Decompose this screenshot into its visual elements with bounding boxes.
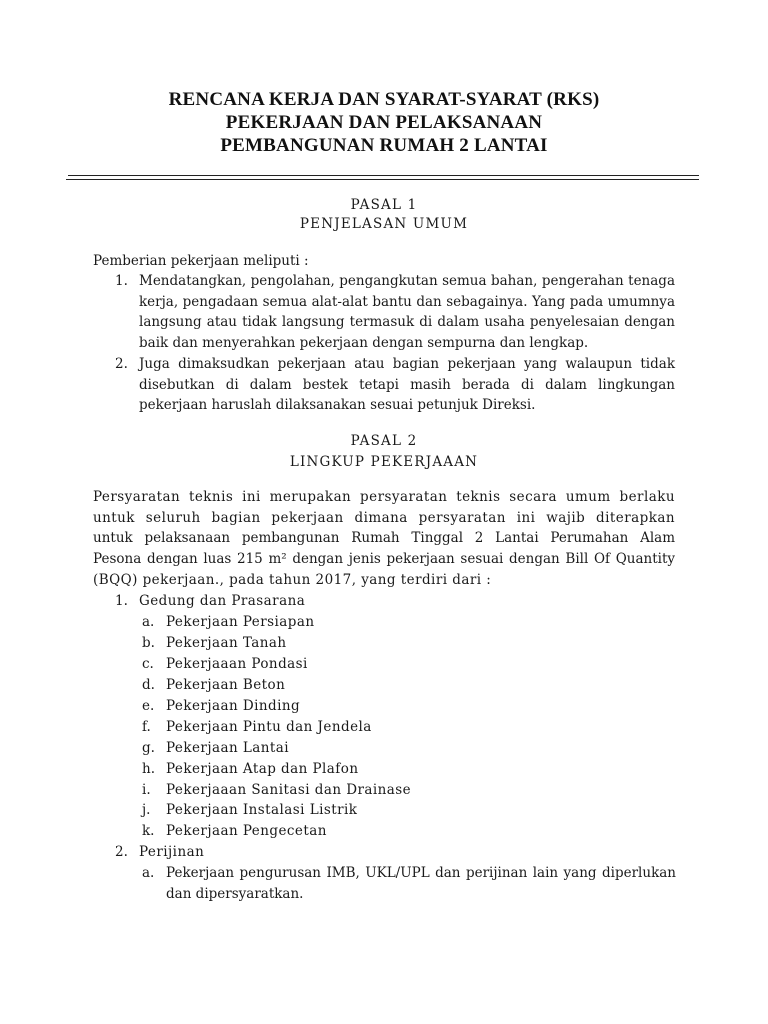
pasal-1-item-2-line-1: Juga dimaksudkan pekerjaan atau bagian pekerjaan yang walaupun tidak xyxy=(139,356,675,372)
pasal-2-intro-line-4: Pesona dengan luas 215 m² dengan jenis pekerjaan sesuai dengan Bill Of Quantity xyxy=(93,551,675,567)
pasal-1-item-2-number: 2. xyxy=(115,356,128,372)
pasal-2-heading: PASAL 2 xyxy=(350,433,418,449)
subitem-text-continuation: dan dipersyaratkan. xyxy=(166,886,304,902)
subitem-letter: i. xyxy=(142,782,151,798)
pasal-2-subheading: LINGKUP PEKERJAAAN xyxy=(289,454,479,470)
pasal-1-item-2-line-3: pekerjaan haruslah dilaksanakan sesuai petunjuk Direksi. xyxy=(139,397,536,413)
title-divider-bottom xyxy=(66,179,699,180)
pasal-2-intro-line-3: untuk pelaksanaan pembangunan Rumah Tinggal 2 Lantai Perumahan Alam xyxy=(93,530,675,546)
subitem-letter: d. xyxy=(142,677,155,693)
pasal-1-item-1-line-1: Mendatangkan, pengolahan, pengangkutan semua bahan, pengerahan tenaga xyxy=(139,273,675,289)
subitem-letter: g. xyxy=(142,740,155,756)
subitem-letter: e. xyxy=(142,698,155,714)
subitem-text: Pekerjaaan Pondasi xyxy=(166,656,308,672)
pasal-1-subheading: PENJELASAN UMUM xyxy=(299,216,469,232)
subitem-letter: k. xyxy=(142,823,155,839)
subitem-letter: b. xyxy=(142,635,155,651)
subitem-text: Pekerjaan Pintu dan Jendela xyxy=(166,719,372,735)
subitem-letter: c. xyxy=(142,656,154,672)
subitem-letter: j. xyxy=(142,802,151,818)
subitem-letter: h. xyxy=(142,761,155,777)
subitem-letter: a. xyxy=(142,865,155,881)
subitem-letter: f. xyxy=(142,719,151,735)
subitem-text: Pekerjaaan Sanitasi dan Drainase xyxy=(166,782,412,798)
subitem-letter: a. xyxy=(142,614,155,630)
document-title-line-3: PEMBANGUNAN RUMAH 2 LANTAI xyxy=(220,135,548,156)
pasal-1-item-1-line-2: kerja, pengadaan semua alat-alat bantu dan sebagainya. Yang pada umumnya xyxy=(139,294,675,310)
pasal-1-intro: Pemberian pekerjaan meliputi : xyxy=(93,253,309,269)
pasal-2-intro-line-1: Persyaratan teknis ini merupakan persyaratan teknis secara umum berlaku xyxy=(93,489,675,505)
title-divider-top xyxy=(68,175,699,176)
subitem-text: Pekerjaan Tanah xyxy=(166,635,287,651)
pasal-1-item-1-line-4: baik dan menyerahkan pekerjaan dengan sempurna dan lengkap. xyxy=(139,335,589,351)
pasal-1-item-1-number: 1. xyxy=(115,273,128,289)
subitem-text: Pekerjaan Instalasi Listrik xyxy=(166,802,358,818)
group-2-label: Perijinan xyxy=(139,844,205,860)
subitem-text: Pekerjaan Dinding xyxy=(166,698,301,714)
subitem-text: Pekerjaan Atap dan Plafon xyxy=(166,761,359,777)
document-title-line-2: PEKERJAAN DAN PELAKSANAAN xyxy=(225,112,543,133)
pasal-1-heading: PASAL 1 xyxy=(350,197,418,213)
subitem-text: Pekerjaan pengurusan IMB, UKL/UPL dan perijinan lain yang diperlukan xyxy=(166,865,676,881)
pasal-1-item-1-line-3: langsung atau tidak langsung termasuk di dalam usaha penyelesaian dengan xyxy=(139,314,675,330)
pasal-2-intro-line-2: untuk seluruh bagian pekerjaan dimana persyaratan ini wajib diterapkan xyxy=(93,510,675,526)
pasal-2-intro-line-5: (BQQ) pekerjaan., pada tahun 2017, yang terdiri dari : xyxy=(93,572,492,588)
document-title-line-1: RENCANA KERJA DAN SYARAT-SYARAT (RKS) xyxy=(168,89,600,110)
pasal-1-item-2-line-2: disebutkan di dalam bestek tetapi masih berada di dalam lingkungan xyxy=(139,377,675,393)
group-1-number: 1. xyxy=(115,593,128,609)
subitem-text: Pekerjaan Lantai xyxy=(166,740,290,756)
group-1-label: Gedung dan Prasarana xyxy=(139,593,306,609)
subitem-text: Pekerjaan Persiapan xyxy=(166,614,315,630)
subitem-text: Pekerjaan Beton xyxy=(166,677,286,693)
group-2-number: 2. xyxy=(115,844,128,860)
subitem-text: Pekerjaan Pengecetan xyxy=(166,823,327,839)
